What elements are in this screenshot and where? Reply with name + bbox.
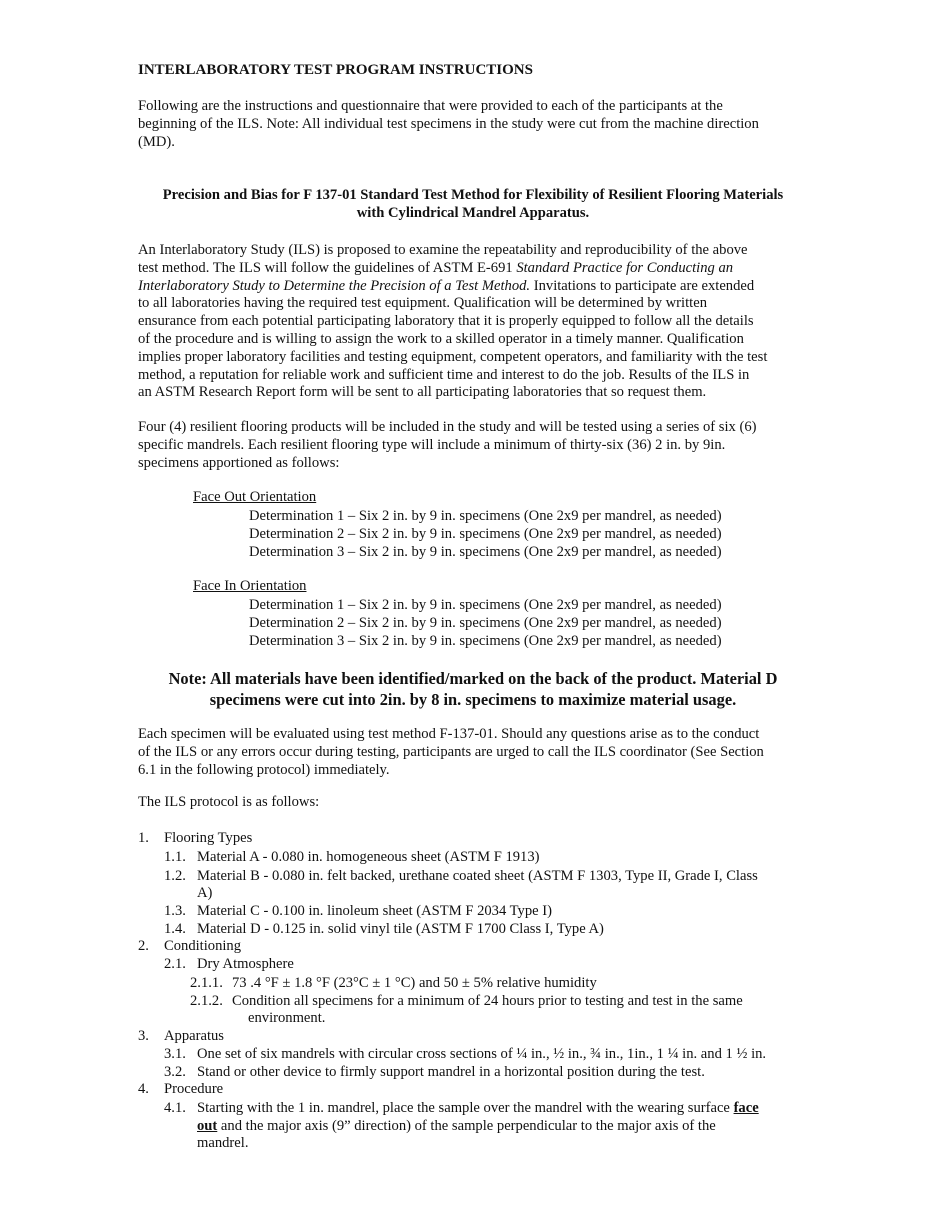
paragraph-line	[138, 278, 818, 296]
products-paragraph	[138, 419, 818, 472]
intro-line: Following are the instructions and questionnaire that were provided to each of the participants at the	[138, 98, 723, 114]
face-in-determination: Determination 2 – Six 2 in. by 9 in. specimens (One 2x9 per mandrel, as needed)	[249, 615, 722, 631]
list-item-number: 2.1.2.	[190, 993, 223, 1009]
list-item-text: Material D - 0.125 in. solid vinyl tile (ASTM F 1700 Class I, Type A)	[197, 921, 604, 937]
paragraph-line: ensurance from each potential participating laboratory that it is properly equipped to follow all the details	[138, 313, 754, 330]
list-item-number: 1.4.	[164, 921, 186, 937]
list-item-text: Stand or other device to firmly support mandrel in a horizontal position during the test.	[197, 1064, 705, 1080]
emphasis-out: out	[197, 1118, 218, 1134]
subtitle-line: Precision and Bias for F 137-01 Standard Test Method for Flexibility of Resilient Flooring Materials	[162, 187, 784, 203]
list-item-text: One set of six mandrels with circular cross sections of ¼ in., ½ in., ¾ in., 1in., 1 ¼ in. and 1 ½ in.	[197, 1046, 767, 1062]
list-item-text: mandrel.	[197, 1135, 249, 1151]
text-run: and the major axis (9” direction) of the sample perpendicular to the major axis of the	[217, 1118, 716, 1134]
face-out-orientation-title: Face Out Orientation	[193, 489, 317, 505]
ils-description-paragraph	[138, 242, 818, 402]
list-item-text: 73 .4 °F ± 1.8 °F (23°C ± 1 °C) and 50 ± 5% relative humidity	[232, 975, 597, 991]
paragraph-line: of the ILS or any errors occur during testing, participants are urged to call the ILS coordinator (See Section	[138, 743, 764, 760]
list-item-number: 1.2.	[164, 868, 186, 884]
list-item-number: 2.1.1.	[190, 975, 223, 991]
list-item-text: A)	[197, 885, 213, 901]
list-item-text: Dry Atmosphere	[197, 956, 294, 972]
list-item-text: Material B - 0.080 in. felt backed, urethane coated sheet (ASTM F 1303, Type II, Grade I, Class	[197, 868, 758, 884]
list-item-number: 1.	[138, 830, 149, 846]
paragraph-line: to all laboratories having the required test equipment. Qualification will be determined by written	[138, 295, 707, 312]
paragraph-line: An Interlaboratory Study (ILS) is proposed to examine the repeatability and reproducibility of the above	[138, 242, 748, 258]
paragraph-line: 6.1 in the following protocol) immediately.	[138, 761, 390, 778]
list-item-text	[197, 1118, 716, 1136]
paragraph-line: specimens apportioned as follows:	[138, 454, 340, 471]
list-item-number: 1.1.	[164, 849, 186, 865]
list-item-number: 2.	[138, 938, 149, 954]
paragraph-line: an ASTM Research Report form will be sent to all participating laboratories that so request them.	[138, 384, 707, 401]
face-in-determination: Determination 3 – Six 2 in. by 9 in. specimens (One 2x9 per mandrel, as needed)	[249, 633, 722, 649]
intro-line: (MD).	[138, 133, 175, 150]
note-line: Note: All materials have been identified/marked on the back of the product. Material D	[168, 669, 778, 688]
list-item-text: Condition all specimens for a minimum of 24 hours prior to testing and test in the same	[232, 993, 743, 1009]
section-subtitle	[120, 186, 826, 222]
paragraph-line: Four (4) resilient flooring products will be included in the study and will be tested using a series of six (6)	[138, 419, 757, 435]
standard-title-italic: Standard Practice for Conducting an	[516, 259, 734, 276]
paragraph-line: specific mandrels. Each resilient flooring type will include a minimum of thirty-six (36) 2 in. by 9in.	[138, 436, 726, 453]
list-item-text: Material A - 0.080 in. homogeneous sheet (ASTM F 1913)	[197, 849, 540, 865]
face-out-determination: Determination 2 – Six 2 in. by 9 in. specimens (One 2x9 per mandrel, as needed)	[249, 526, 722, 542]
list-item-text: environment.	[248, 1010, 326, 1026]
list-item-number: 4.1.	[164, 1100, 186, 1116]
text-run: Starting with the 1 in. mandrel, place the sample over the mandrel with the wearing surface	[197, 1100, 734, 1116]
subtitle-line: with Cylindrical Mandrel Apparatus.	[356, 205, 590, 221]
paragraph-line: of the procedure and is willing to assign the work to a skilled operator in a timely manner. Qualification	[138, 330, 744, 347]
note-line: specimens were cut into 2in. by 8 in. specimens to maximize material usage.	[209, 690, 737, 709]
list-item-text: Flooring Types	[164, 830, 253, 846]
list-item-number: 4.	[138, 1081, 149, 1097]
list-item-text: Material C - 0.100 in. linoleum sheet (ASTM F 2034 Type I)	[197, 903, 552, 919]
face-out-determination: Determination 3 – Six 2 in. by 9 in. specimens (One 2x9 per mandrel, as needed)	[249, 544, 722, 560]
text-run: test method. The ILS will follow the guidelines of ASTM E-691	[138, 259, 517, 276]
list-item-number: 1.3.	[164, 903, 186, 919]
emphasis-face: face	[733, 1100, 759, 1116]
list-item-number: 2.1.	[164, 956, 186, 972]
standard-title-italic: Interlaboratory Study to Determine the Precision of a Test Method.	[138, 277, 531, 294]
protocol-intro: The ILS protocol is as follows:	[138, 794, 320, 810]
list-item-text	[197, 1100, 759, 1118]
list-item-number: 3.	[138, 1028, 149, 1044]
document-heading: INTERLABORATORY TEST PROGRAM INSTRUCTIONS	[138, 62, 533, 78]
list-item-number: 3.2.	[164, 1064, 186, 1080]
list-item-text: Apparatus	[164, 1028, 224, 1044]
paragraph-line: Each specimen will be evaluated using test method F-137-01. Should any questions arise as to the conduct	[138, 726, 760, 742]
face-in-determination: Determination 1 – Six 2 in. by 9 in. specimens (One 2x9 per mandrel, as needed)	[249, 597, 722, 613]
intro-line: beginning of the ILS. Note: All individual test specimens in the study were cut from the machine direction	[138, 115, 759, 132]
list-item-number: 3.1.	[164, 1046, 186, 1062]
face-out-determination: Determination 1 – Six 2 in. by 9 in. specimens (One 2x9 per mandrel, as needed)	[249, 508, 722, 524]
paragraph-line	[138, 260, 818, 278]
face-in-orientation-title: Face In Orientation	[193, 578, 307, 594]
evaluation-paragraph	[138, 726, 818, 779]
paragraph-line: implies proper laboratory facilities and testing equipment, competent operators, and familiarity with the test	[138, 348, 768, 365]
intro-paragraph	[138, 98, 818, 151]
paragraph-line: method, a reputation for reliable work and sufficient time and interest to do the job. Results of the ILS in	[138, 366, 750, 383]
materials-note	[120, 668, 826, 710]
list-item-text: Procedure	[164, 1081, 224, 1097]
list-item-text: Conditioning	[164, 938, 242, 954]
text-run: Invitations to participate are extended	[530, 277, 755, 294]
